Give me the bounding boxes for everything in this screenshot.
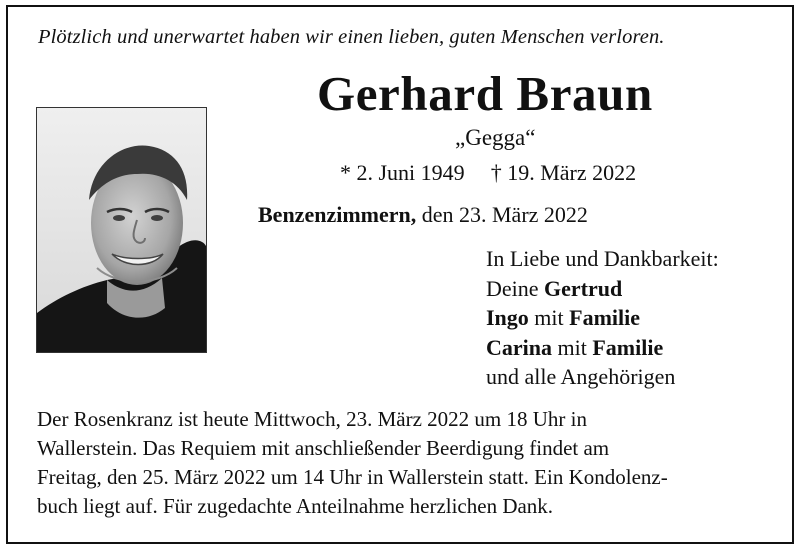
mourner-connector: mit <box>528 305 570 330</box>
place-name: Benzenzimmern, <box>258 202 417 227</box>
mourner-family: Familie <box>569 305 641 330</box>
funeral-notice <box>37 405 777 521</box>
portrait-photo <box>36 107 207 353</box>
notice-line: Freitag, den 25. März 2022 um 14 Uhr in Wallerstein statt. Ein Kondolenz- <box>37 465 668 489</box>
mourner-line-2 <box>486 303 719 333</box>
mourner-family: Familie <box>592 334 664 360</box>
notice-line: Wallerstein. Das Requiem mit anschließender Beerdigung findet am <box>37 436 610 460</box>
notice-line: buch liegt auf. Für zugedachte Anteilnahme herzlichen Dank. <box>37 494 554 518</box>
mourner-connector: mit <box>552 334 593 360</box>
mourner-name-ingo: Ingo <box>486 305 529 330</box>
mourners-heading: In Liebe und Dankbarkeit: <box>486 246 719 271</box>
mourner-name-gertrud: Gertrud <box>544 275 623 301</box>
notice-line: Der Rosenkranz ist heute Mittwoch, 23. März 2022 um 18 Uhr in <box>37 407 587 431</box>
intro-line: Plötzlich und unerwartet haben wir einen lieben, guten Menschen verloren. <box>38 26 665 48</box>
mourner-prefix: Deine <box>486 275 545 301</box>
place-date: den 23. März 2022 <box>421 202 588 227</box>
life-dates <box>340 158 636 188</box>
place-date-line <box>258 200 588 230</box>
deceased-nickname: „Gegga“ <box>455 125 536 150</box>
deceased-name: Gerhard Braun <box>317 66 653 121</box>
death-date: † 19. März 2022 <box>490 160 637 185</box>
mourner-line-3 <box>486 333 719 363</box>
mourners-block <box>486 244 719 392</box>
mourners-closing: und alle Angehörigen <box>486 364 676 389</box>
mourner-name-carina: Carina <box>486 334 552 360</box>
mourner-line-1 <box>486 274 719 304</box>
birth-date: * 2. Juni 1949 <box>340 160 465 185</box>
